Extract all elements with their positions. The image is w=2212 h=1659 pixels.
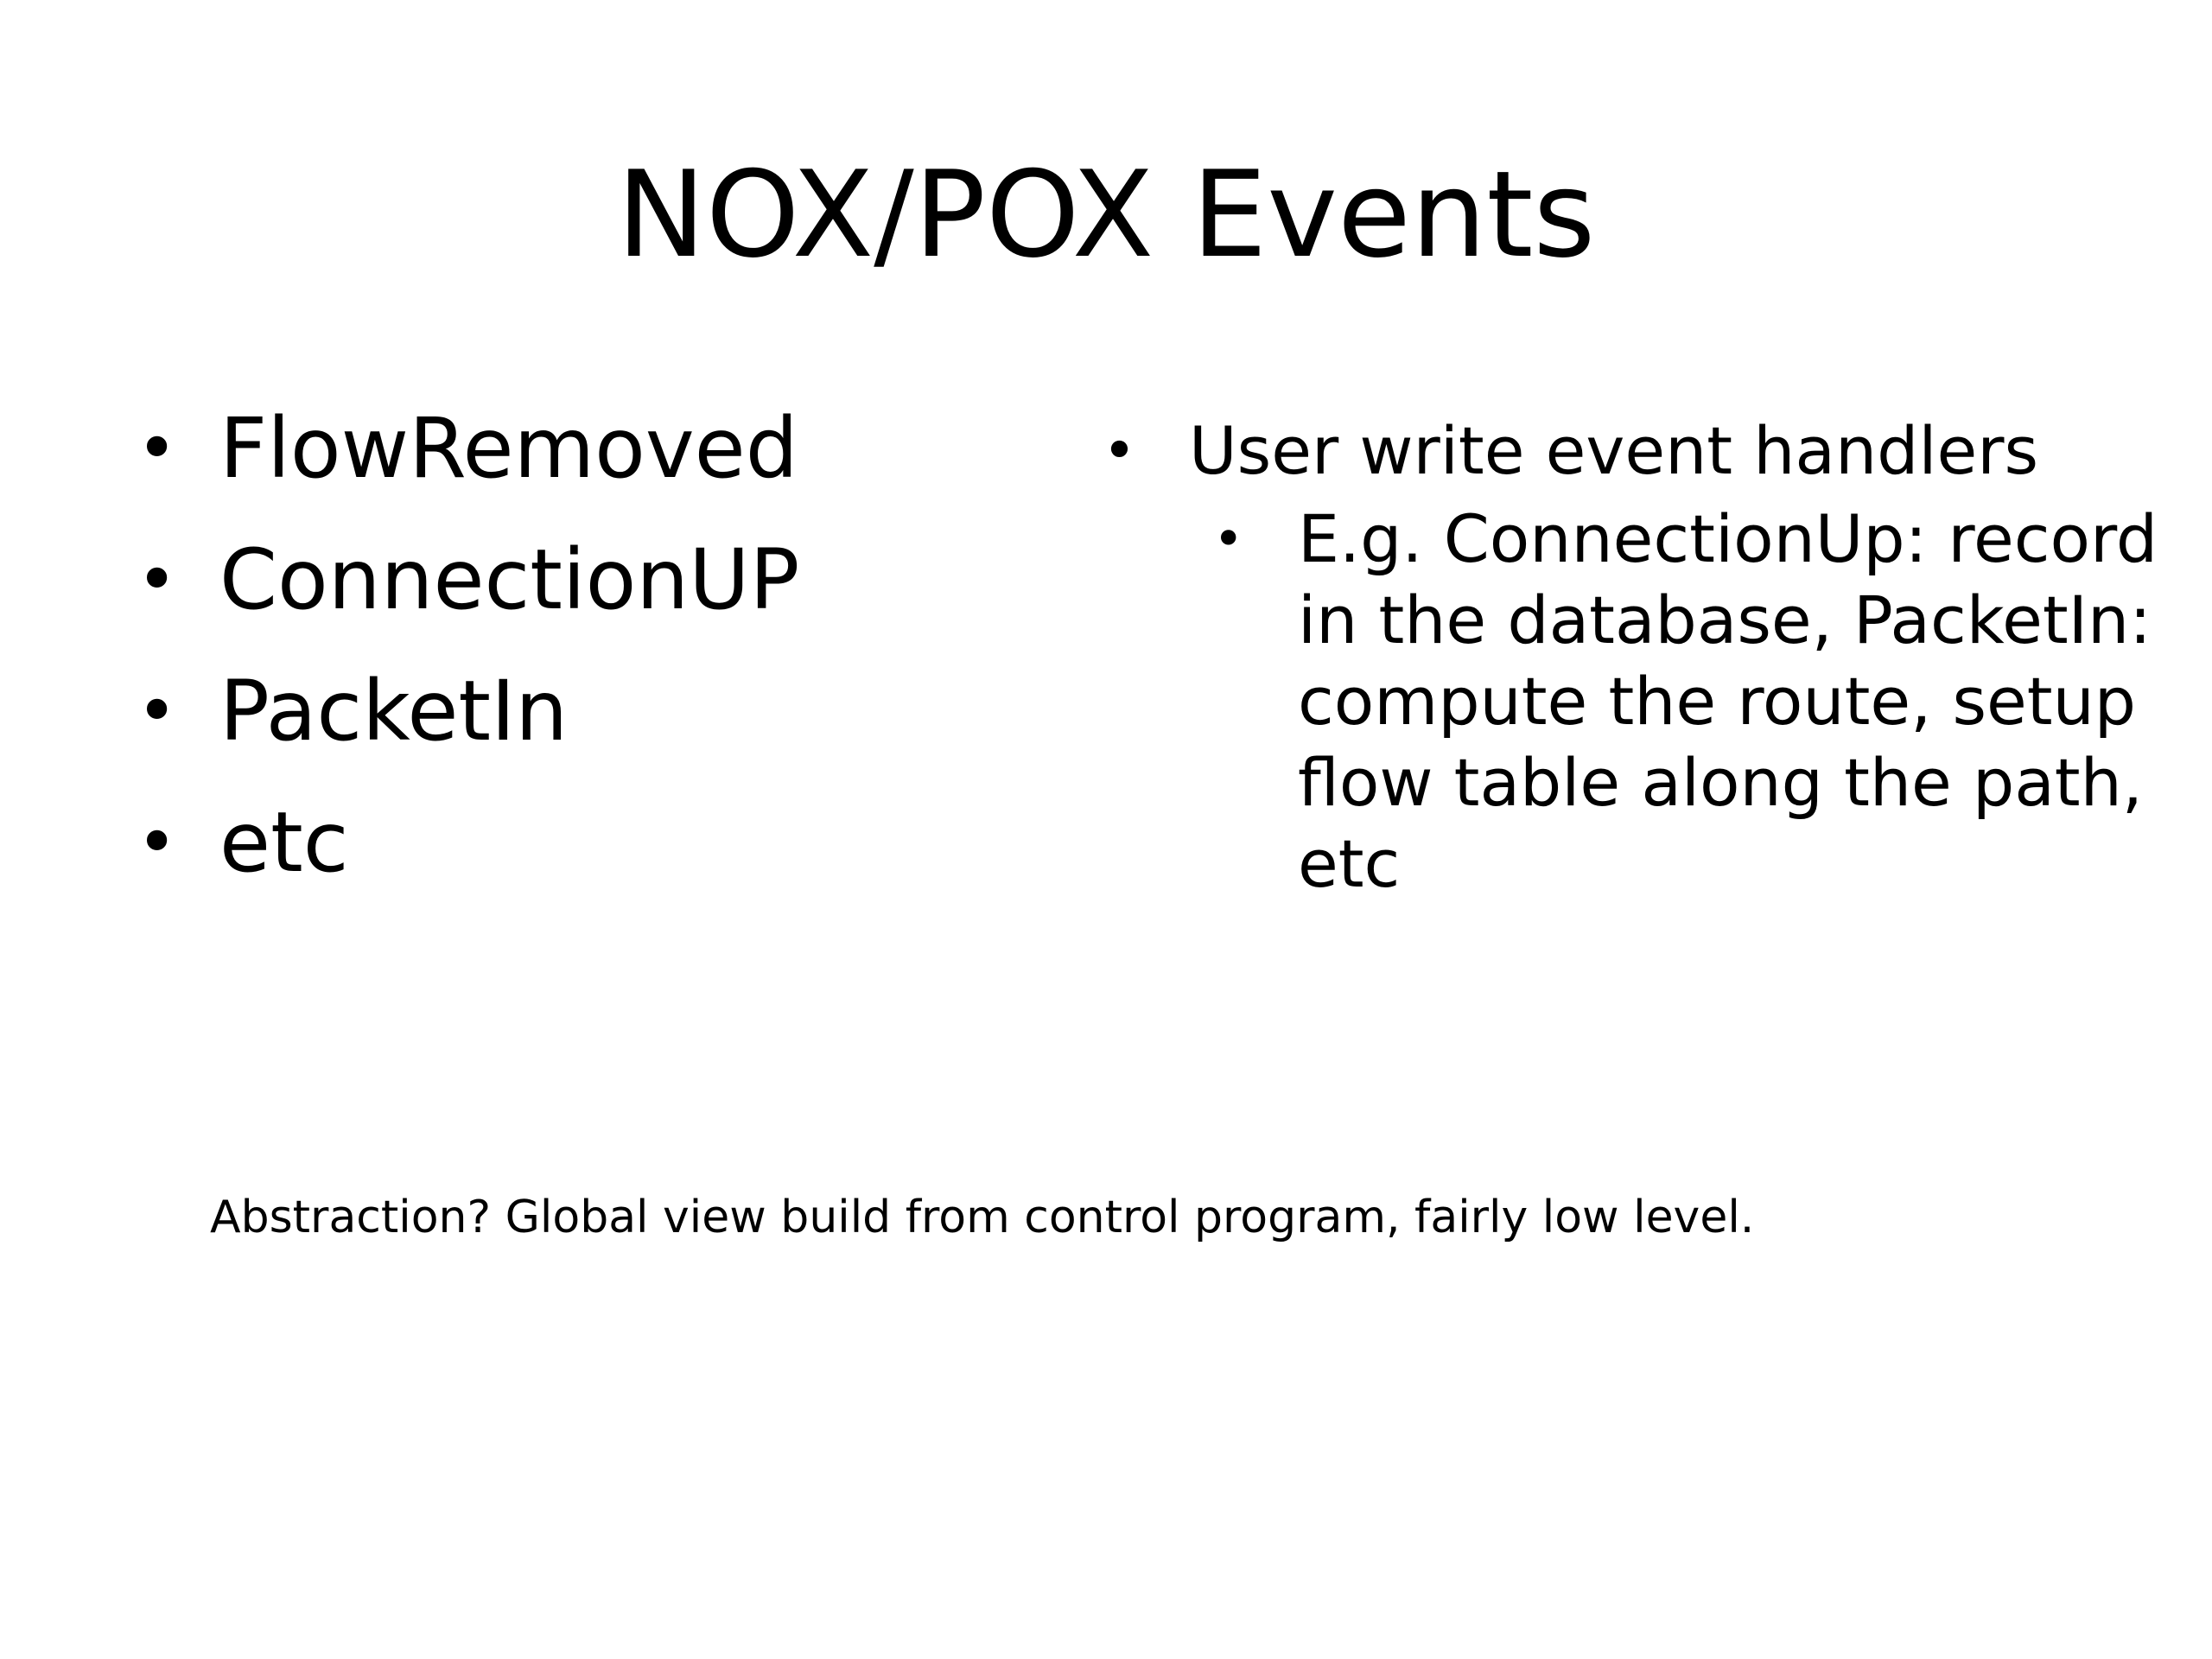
list-item: [130, 660, 1037, 762]
bullet-icon: •: [137, 671, 178, 751]
list-item-label: User write event handlers: [1189, 412, 2039, 489]
bullet-icon: •: [137, 802, 178, 882]
footer-note: Abstraction? Global view build from control program, fairly low level.: [210, 1192, 1755, 1243]
left-bullet-list: [130, 397, 1037, 923]
bullet-icon: •: [137, 539, 178, 620]
list-item: [130, 397, 1037, 499]
list-item: [130, 529, 1037, 631]
list-item: [130, 791, 1037, 893]
bullet-icon: •: [1103, 417, 1136, 484]
bullet-icon: •: [137, 408, 178, 488]
list-item-label: etc: [219, 794, 349, 891]
list-item-label: ConnectionUP: [219, 531, 800, 628]
sub-bullet-list: [1189, 499, 2203, 905]
bullet-icon: •: [1213, 509, 1244, 569]
sub-list-item-label: E.g. ConnectionUp: record in the database, PacketIn: compute the route, setup flow table along the path, etc: [1298, 500, 2158, 902]
list-item-label: FlowRemoved: [219, 400, 798, 497]
list-item-label: PacketIn: [219, 663, 569, 760]
sub-list-item: [1189, 499, 2203, 905]
list-item: [1097, 410, 2203, 905]
right-bullet-list: [1097, 410, 2203, 905]
slide-title: NOX/POX Events: [616, 145, 1596, 284]
